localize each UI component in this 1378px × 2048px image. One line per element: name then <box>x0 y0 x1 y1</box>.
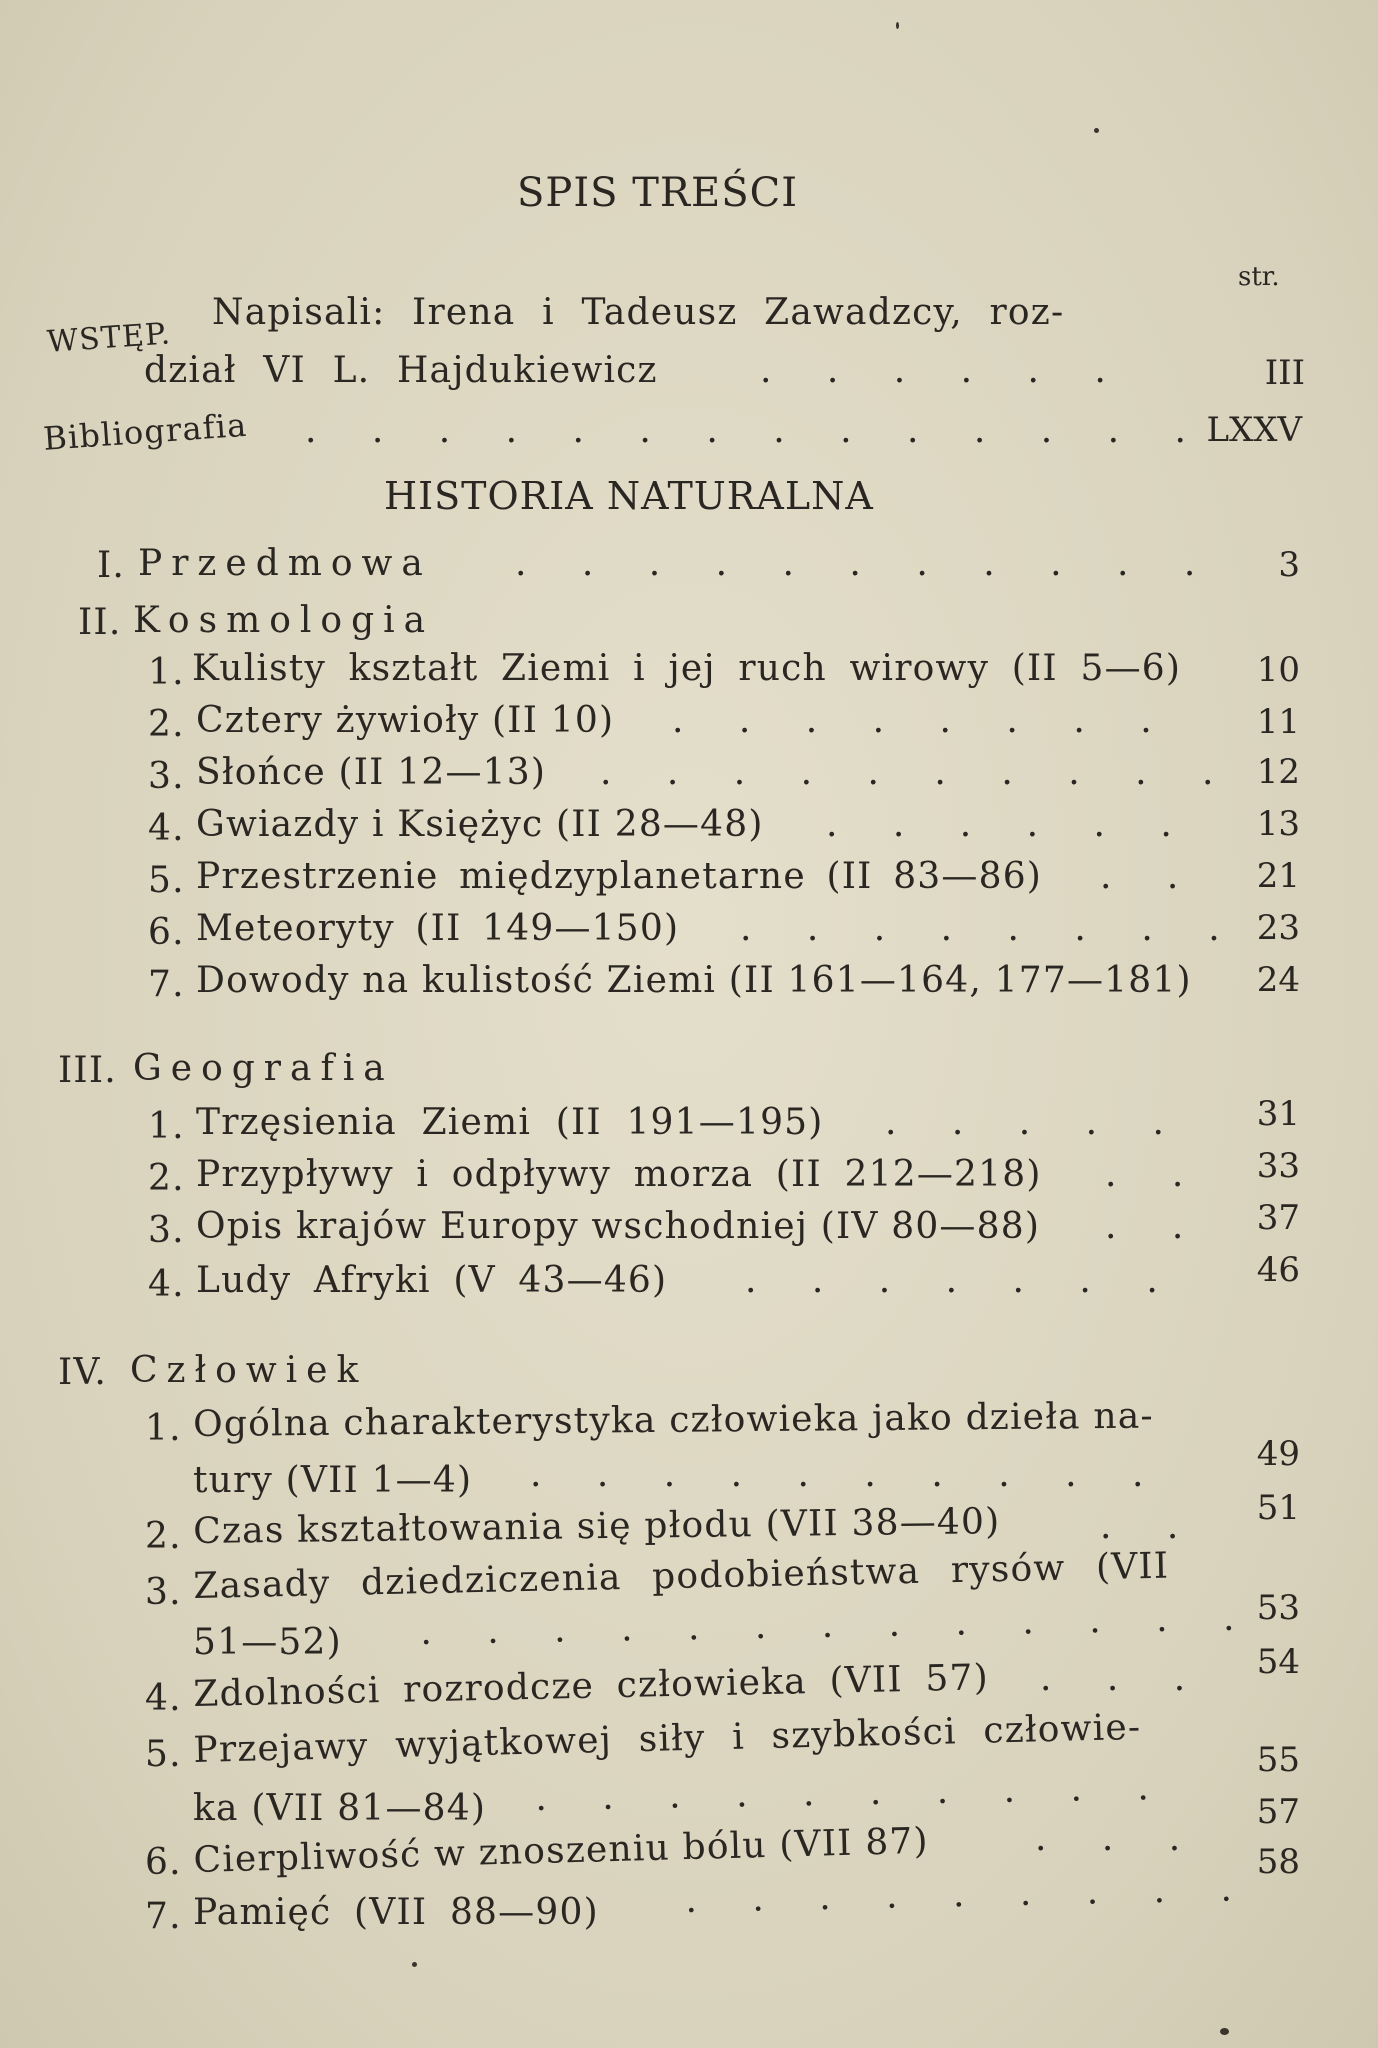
leader-dots: . . . . . . . . . . <box>535 1766 1172 1819</box>
paper-speck <box>412 1962 417 1967</box>
list-item-text-continued: tury (VII 1—4) <box>193 1460 473 1501</box>
page-number: 21 <box>1256 856 1300 896</box>
page-number: 11 <box>1256 702 1300 742</box>
page-number: 53 <box>1256 1588 1300 1628</box>
paper-speck <box>1220 2028 1229 2035</box>
list-item-number: 1. <box>145 1408 182 1449</box>
bibliografia-leader-dots: . . . . . . . . . . . . . . <box>305 410 1208 451</box>
list-item-text: Ogólna charakterystyka człowieka jako dzieła na- <box>193 1395 1154 1445</box>
list-item-number: 2. <box>148 1158 185 1199</box>
list-item-text: Zdolności rozrodcze człowieka (VII 57) <box>193 1657 990 1715</box>
leader-dots: . . . . . . . <box>745 1260 1180 1301</box>
list-item-number: 5. <box>148 860 185 901</box>
list-item-number: 5. <box>145 1734 182 1775</box>
list-item-number: 6. <box>145 1842 182 1883</box>
page-number: 24 <box>1256 960 1300 1000</box>
page-number: 12 <box>1256 752 1300 792</box>
page-number: 49 <box>1256 1434 1300 1474</box>
leader-dots: . . . . . . . . . . . . . <box>420 1597 1257 1653</box>
leader-dots: . . . . . . . . . . <box>600 752 1236 793</box>
list-item-number: 3. <box>145 1572 182 1613</box>
page-number: 57 <box>1256 1792 1300 1832</box>
paper-speck <box>1094 128 1099 133</box>
leader-dots: . . . . . . . . . . <box>530 1454 1166 1495</box>
page-title: SPIS TREŚCI <box>517 170 799 216</box>
list-item-text: Pamięć (VII 88—90) <box>193 1892 599 1933</box>
leader-dots: . . . . . . . . . . . <box>515 543 1218 584</box>
chapter-numeral: I. <box>97 545 126 586</box>
list-item-text: Opis krajów Europy wschodniej (IV 80—88) <box>196 1206 1041 1247</box>
wstep-page-number: III <box>1264 353 1305 393</box>
section-title: HISTORIA NATURALNA <box>384 474 874 518</box>
chapter-numeral: II. <box>78 602 122 643</box>
list-item-text: Cztery żywioły (II 10) <box>196 700 615 741</box>
list-item-text: Przypływy i odpływy morza (II 212—218) <box>196 1154 1042 1195</box>
chapter-title: Geografia <box>133 1048 394 1089</box>
wstep-line2: dział VI L. Hajdukiewicz <box>144 350 658 391</box>
wstep-label: WSTĘP. <box>46 316 173 360</box>
leader-dots: . . . . . . . . <box>672 700 1174 741</box>
list-item-text: Zasady dziedziczenia podobieństwa rysów (VII <box>193 1545 1170 1607</box>
list-item-number: 4. <box>145 1678 182 1719</box>
list-item-text: Trzęsienia Ziemi (II 191—195) <box>196 1102 824 1143</box>
list-item-text: Gwiazdy i Księżyc (II 28—48) <box>196 804 764 845</box>
list-item-text: Kulisty kształt Ziemi i jej ruch wirowy (II 5—6) <box>192 648 1182 689</box>
list-item-number: 7. <box>148 964 185 1005</box>
page-number: 58 <box>1256 1842 1300 1882</box>
chapter-title: Kosmologia <box>133 600 435 641</box>
list-item-number: 3. <box>148 1210 185 1251</box>
list-item-number: 7. <box>145 1896 182 1937</box>
list-item-number: 4. <box>148 1264 185 1305</box>
list-item-text: Słońce (II 12—13) <box>196 752 547 793</box>
list-item-text: Dowody na kulistość Ziemi (II 161—164, 177—181) <box>196 960 1192 1001</box>
list-item-number: 3. <box>148 756 185 797</box>
leader-dots: . . . <box>1035 1818 1203 1859</box>
chapter-title: Człowiek <box>130 1350 368 1391</box>
list-item-number: 1. <box>148 1106 185 1147</box>
paper-speck <box>896 22 899 29</box>
list-item-text-continued: 51—52) <box>193 1622 342 1663</box>
wstep-leader-dots: . . . . . . <box>760 350 1128 391</box>
chapter-title: Przedmowa <box>138 543 432 584</box>
list-item-text: Meteoryty (II 149—150) <box>196 908 680 949</box>
bibliografia-label: Bibliografia <box>42 405 249 458</box>
list-item-text: Ludy Afryki (V 43—46) <box>196 1260 668 1301</box>
list-item-number: 6. <box>148 912 185 953</box>
leader-dots: . . . . . <box>885 1102 1186 1143</box>
list-item-text: Przejawy wyjątkowej siły i szybkości człowie- <box>193 1706 1142 1771</box>
page-number: 55 <box>1256 1740 1300 1780</box>
leader-dots: . . <box>1100 856 1201 897</box>
list-item-text: Cierpliwość w znoszeniu bólu (VII 87) <box>193 1820 930 1881</box>
page-number: 3 <box>1278 545 1300 585</box>
chapter-numeral: III. <box>58 1050 117 1091</box>
page-number: 33 <box>1256 1146 1300 1186</box>
leader-dots: . . . <box>1040 1658 1208 1699</box>
chapter-numeral: IV. <box>58 1352 107 1393</box>
list-item-text-continued: ka (VII 81—84) <box>193 1788 487 1829</box>
leader-dots: . . <box>1105 1206 1206 1247</box>
list-item-text: Czas kształtowania się płodu (VII 38—40) <box>193 1501 1001 1552</box>
list-item-text: Przestrzenie międzyplanetarne (II 83—86) <box>196 856 1043 897</box>
page-number: 46 <box>1256 1250 1300 1290</box>
leader-dots: . . <box>1105 1154 1206 1195</box>
page-number: 10 <box>1256 650 1300 690</box>
page-number: 51 <box>1256 1488 1300 1528</box>
leader-dots: . . . . . . . . <box>740 908 1242 949</box>
list-item-number: 4. <box>148 808 185 849</box>
page-number: 23 <box>1256 908 1300 948</box>
page-number: 31 <box>1256 1094 1300 1134</box>
leader-dots: . . . . . . <box>826 804 1194 845</box>
page-column-label: str. <box>1238 262 1280 292</box>
wstep-line1: Napisali: Irena i Tadeusz Zawadzcy, roz- <box>212 292 1065 333</box>
leader-dots: . . <box>1100 1506 1201 1547</box>
list-item-number: 2. <box>148 704 185 745</box>
page-number: 13 <box>1256 804 1300 844</box>
list-item-number: 2. <box>145 1516 182 1557</box>
page-number: 54 <box>1256 1642 1300 1682</box>
bibliografia-page-number: LXXV <box>1206 410 1302 450</box>
leader-dots: . . . . . . . . . <box>685 1868 1255 1921</box>
page-number: 37 <box>1256 1198 1300 1238</box>
list-item-number: 1. <box>148 652 185 693</box>
